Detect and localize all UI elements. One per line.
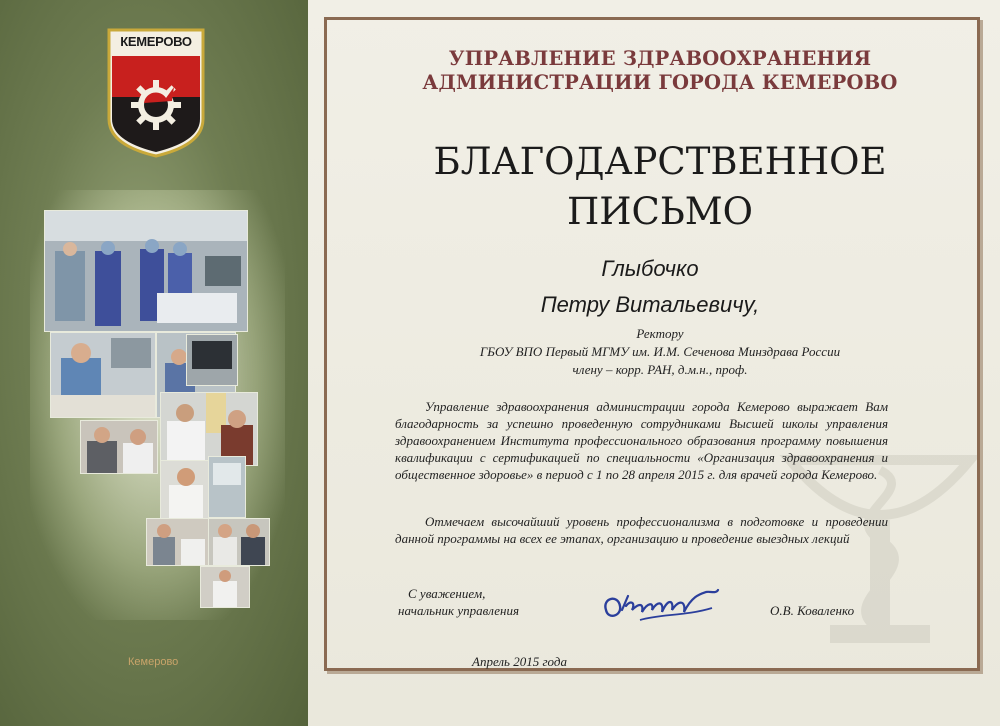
closing-phrase: С уважением, (408, 586, 486, 601)
computer-photo (186, 334, 238, 386)
letter-paragraph-2: Отмечаем высочайший уровень профессионализма в подготовке и проведении данной программы на всех ее этапах, организацию и проведение выездных лекций (395, 514, 888, 546)
recipient-surname: Глыбочко (601, 256, 699, 281)
org-line-2: АДМИНИСТРАЦИИ ГОРОДА КЕМЕРОВО (422, 71, 898, 94)
discussion-photo (208, 518, 270, 566)
recipient-given-names: Петру Витальевичу, (540, 292, 760, 317)
small-clinic-photo (200, 566, 250, 608)
issuing-organization (380, 47, 940, 95)
office-window-photo (208, 456, 246, 518)
emblem-city-label: КЕМЕРОВО (120, 34, 192, 49)
operating-room-photo (44, 210, 248, 332)
doctor-with-patient-photo (80, 420, 158, 474)
signer-name: О.В. Коваленко (770, 603, 855, 618)
nurse-with-patient-photo (160, 392, 258, 466)
recipient-position: Ректору (636, 326, 684, 341)
recipient-titles: члену – корр. РАН, д.м.н., проф. (572, 362, 748, 377)
letter-date: Апрель 2015 года (472, 654, 567, 669)
city-coat-of-arms (106, 27, 206, 159)
title-line-1: БЛАГОДАРСТВЕННОЕ (433, 140, 887, 183)
doctor-at-desk-photo (50, 332, 156, 418)
panel-footer-city: Кемерово (128, 656, 179, 668)
document-title (380, 137, 940, 237)
org-line-1: УПРАВЛЕНИЕ ЗДРАВООХРАНЕНИЯ (448, 47, 872, 70)
staff-meeting-photo (146, 518, 210, 566)
decorative-left-panel (0, 0, 308, 726)
handwritten-signature (600, 580, 725, 630)
recipient-organization: ГБОУ ВПО Первый МГМУ им. И.М. Сеченова Минздрава России (479, 344, 841, 359)
title-line-2: ПИСЬМО (567, 190, 753, 233)
signer-title: начальник управления (398, 603, 520, 618)
letter-paragraph-1: Управление здравоохранения администрации города Кемерово выражает Вам благодарность за успешно проведенную сотрудниками Высшей школы управления здравоохранением Института профессионального образования программу повышения квалификации с сертификацией по специальности «Организация здравоохранения и общественное здоровье» в период с 1 по 28 апреля 2015 г. для врачей города Кемерово. (395, 399, 888, 482)
